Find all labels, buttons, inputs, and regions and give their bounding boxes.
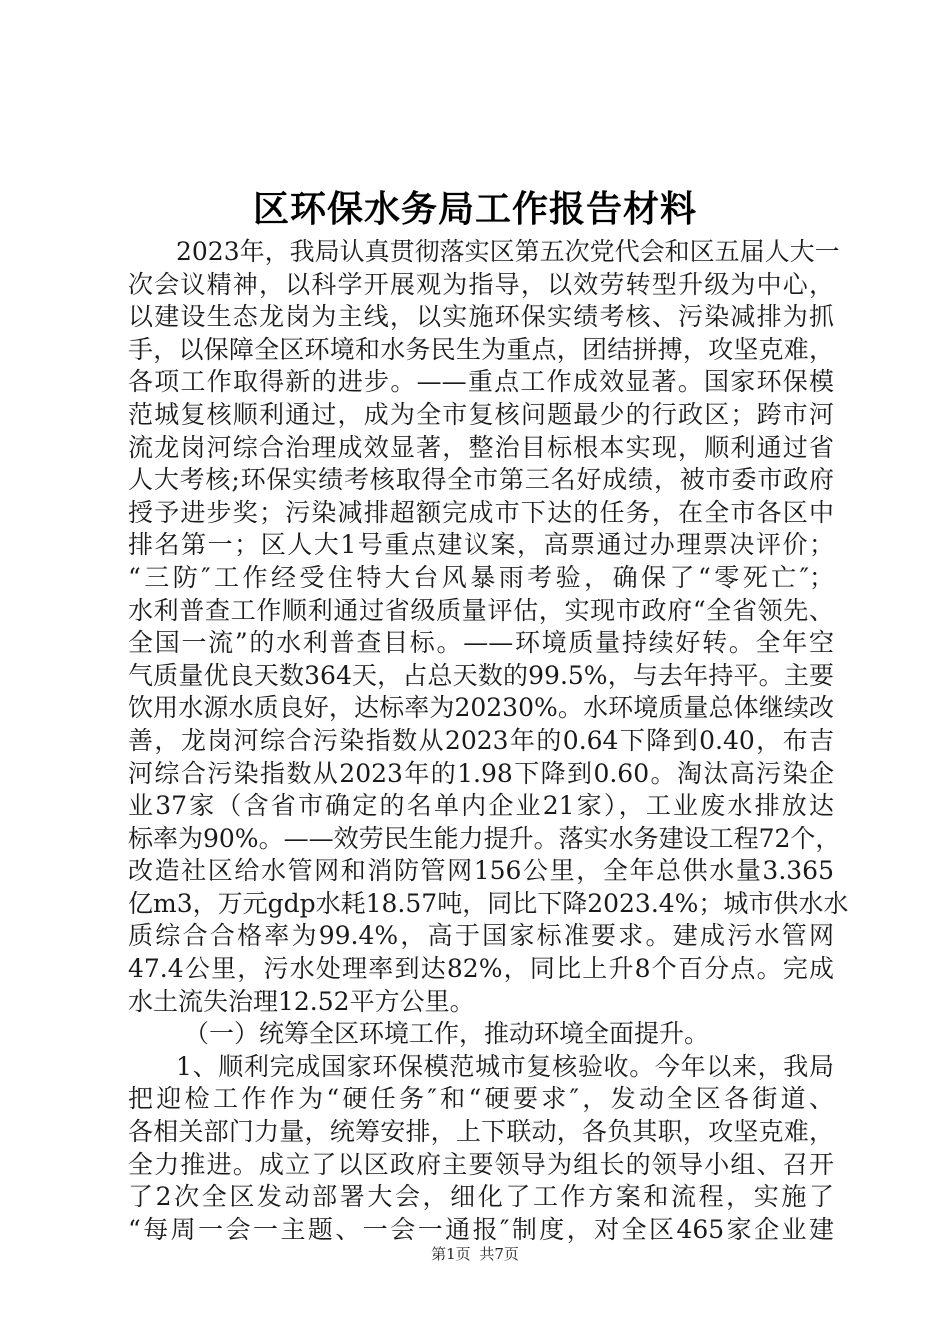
body-line: 全国一流”的水利普查目标。——环境质量持续好转。全年空 [128,628,834,658]
body-line: 1、顺利完成国家环保模范城市复核验收。今年以来，我局 [176,1051,834,1081]
body-line: 以建设生态龙岗为主线，以实施环保实绩考核、污染减排为抓 [128,302,834,332]
body-line: 各项工作取得新的进步。——重点工作成效显著。国家环保模 [128,367,834,397]
body-line: 气质量优良天数364天，占总天数的99.5%，与去年持平。主要 [128,660,834,690]
body-line: 业37家（含省市确定的名单内企业21家），工业废水排放达 [128,791,834,821]
body-line: 了2次全区发动部署大会，细化了工作方案和流程，实施了 [128,1182,834,1212]
body-line: 手，以保障全区环境和水务民生为重点，团结拼搏，攻坚克难， [128,334,834,364]
body-line: 流龙岗河综合治理成效显著，整治目标根本实现，顺利通过省 [128,432,834,462]
page-number: 第1页 [431,1245,471,1263]
page-total: 共7页 [479,1245,519,1263]
body-line: 把迎检工作作为“硬任务″和“硬要求″，发动全区各街道、 [128,1084,834,1114]
body-line: 善，龙岗河综合污染指数从2023年的0.64下降到0.40，布吉 [128,725,834,755]
document-body [128,236,849,1246]
body-line: 水土流失治理12.52平方公里。 [128,986,475,1016]
body-line: 质综合合格率为99.4%，高于国家标准要求。建成污水管网 [128,921,834,951]
body-line: “三防″工作经受住特大台风暴雨考验，确保了“零死亡″； [128,562,834,592]
body-line: 次会议精神，以科学开展观为指导，以效劳转型升级为中心， [128,269,834,299]
body-line: 河综合污染指数从2023年的1.98下降到0.60。淘汰高污染企 [128,758,834,788]
page-footer [0,1244,950,1264]
body-line: 人大考核;环保实绩考核取得全市第三名好成绩，被市委市政府 [128,465,834,495]
section-heading: （一）统筹全区环境工作，推动环境全面提升。 [184,1019,710,1049]
body-line: 标率为90%。——效劳民生能力提升。落实水务建设工程72个， [128,823,841,853]
document-title: 区环保水务局工作报告材料 [252,188,697,230]
body-line: 改造社区给水管网和消防管网156公里，全年总供水量3.365 [128,856,834,886]
body-line: 饮用水源水质良好，达标率为20230%。水环境质量总体继续改 [128,693,834,723]
body-line: 47.4公里，污水处理率到达82%，同比上升8个百分点。完成 [128,954,834,984]
body-line: 各相关部门力量，统筹安排，上下联动，各负其职，攻坚克难， [128,1117,834,1147]
body-line: 水利普查工作顺利通过省级质量评估，实现市政府“全省领先、 [128,595,834,625]
body-line: 全力推进。成立了以区政府主要领导为组长的领导小组、召开 [128,1149,834,1179]
body-line: “每周一会一主题、一会一通报″制度，对全区465家企业建 [128,1214,834,1244]
body-line: 范城复核顺利通过，成为全市复核问题最少的行政区；跨市河 [128,399,834,429]
body-line: 亿m3，万元gdp水耗18.57吨，同比下降2023.4%；城市供水水 [128,888,849,918]
body-line: 2023年，我局认真贯彻落实区第五次党代会和区五届人大一 [176,237,840,266]
body-line: 授予进步奖；污染减排超额完成市下达的任务，在全市各区中 [128,497,834,527]
body-line: 排名第一；区人大1号重点建议案，高票通过办理票决评价； [128,530,834,560]
